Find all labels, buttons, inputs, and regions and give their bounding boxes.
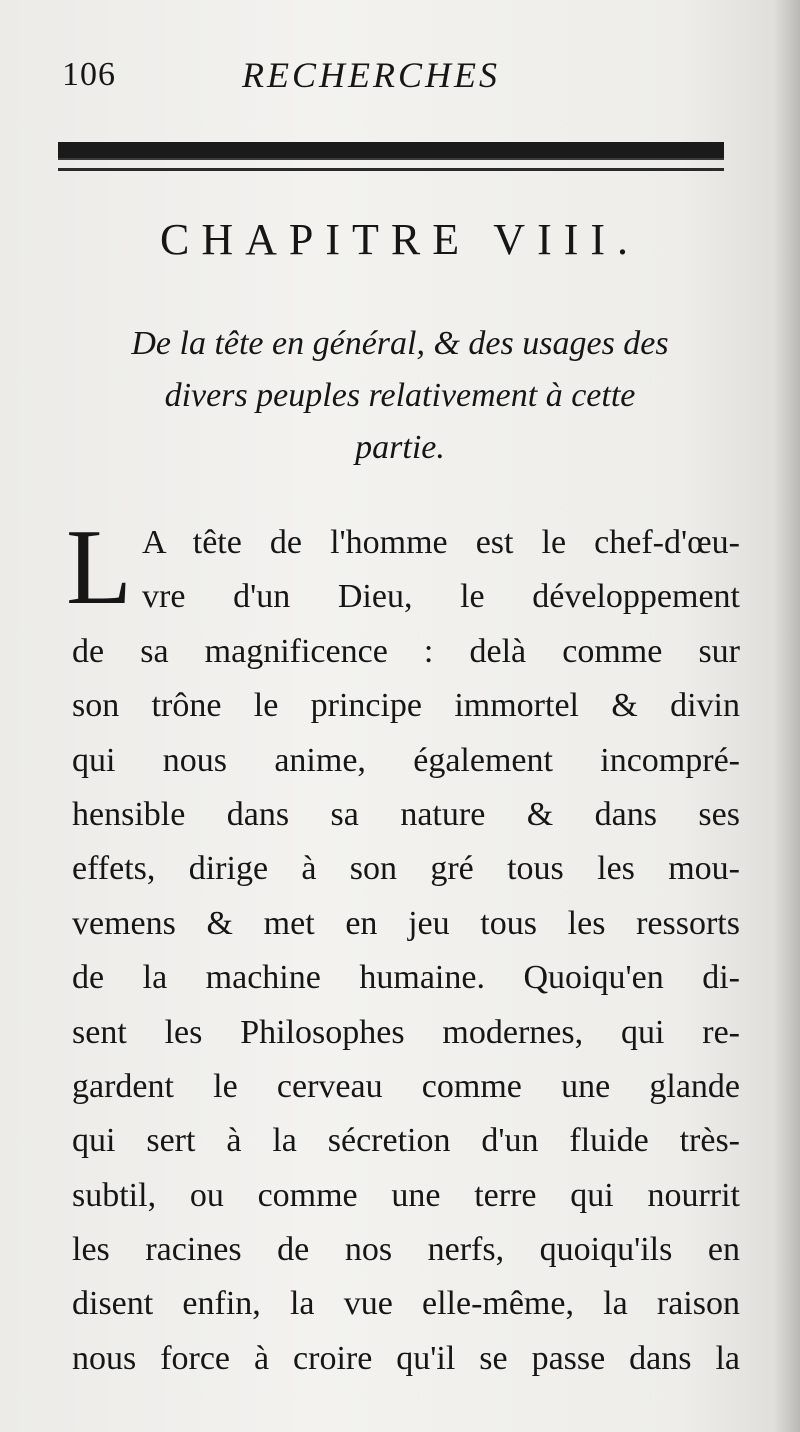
text-line: vre d'un Dieu, le développement xyxy=(142,578,740,616)
text-line: de sa magnificence : delà comme sur xyxy=(72,632,740,670)
running-title: RECHERCHES xyxy=(242,55,500,95)
text-line: subtil, ou comme une terre qui nourrit xyxy=(72,1176,740,1214)
text-line: qui nous anime, également incompré- xyxy=(72,741,740,779)
text-line: qui sert à la sécretion d'un fluide très- xyxy=(72,1122,740,1160)
chapter-title: CHAPITRE VIII. xyxy=(159,215,641,264)
header-rule xyxy=(58,142,724,160)
text-line: effets, dirige à son gré tous les mou- xyxy=(72,850,740,888)
page-header xyxy=(60,52,740,102)
text-line: son trône le principe immortel & divin xyxy=(72,687,740,725)
subtitle-line: De la tête en général, & des usages des xyxy=(131,325,669,362)
subtitle-line: divers peuples relativement à cette xyxy=(164,377,636,414)
text-line: de la machine humaine. Quoiqu'en di- xyxy=(72,959,740,997)
chapter-subtitle xyxy=(60,318,740,474)
text-line: les racines de nos nerfs, quoiqu'ils en xyxy=(72,1231,740,1269)
text-line: A tête de l'homme est le chef-d'œu- xyxy=(142,524,740,561)
text-line: nous force à croire qu'il se passe dans la xyxy=(72,1339,740,1377)
drop-cap: L xyxy=(66,508,132,627)
body-text xyxy=(66,508,740,1386)
text-line: hensible dans sa nature & dans ses xyxy=(72,795,740,833)
text-line: sent les Philosophes modernes, qui re- xyxy=(72,1013,740,1051)
text-line: disent enfin, la vue elle-même, la raison xyxy=(72,1285,740,1323)
text-line: gardent le cerveau comme une glande xyxy=(72,1067,740,1105)
header-rule-thin xyxy=(58,168,724,171)
subtitle-line: partie. xyxy=(355,429,445,466)
page-number: 106 xyxy=(62,56,116,93)
text-line: vemens & met en jeu tous les ressorts xyxy=(72,904,740,942)
